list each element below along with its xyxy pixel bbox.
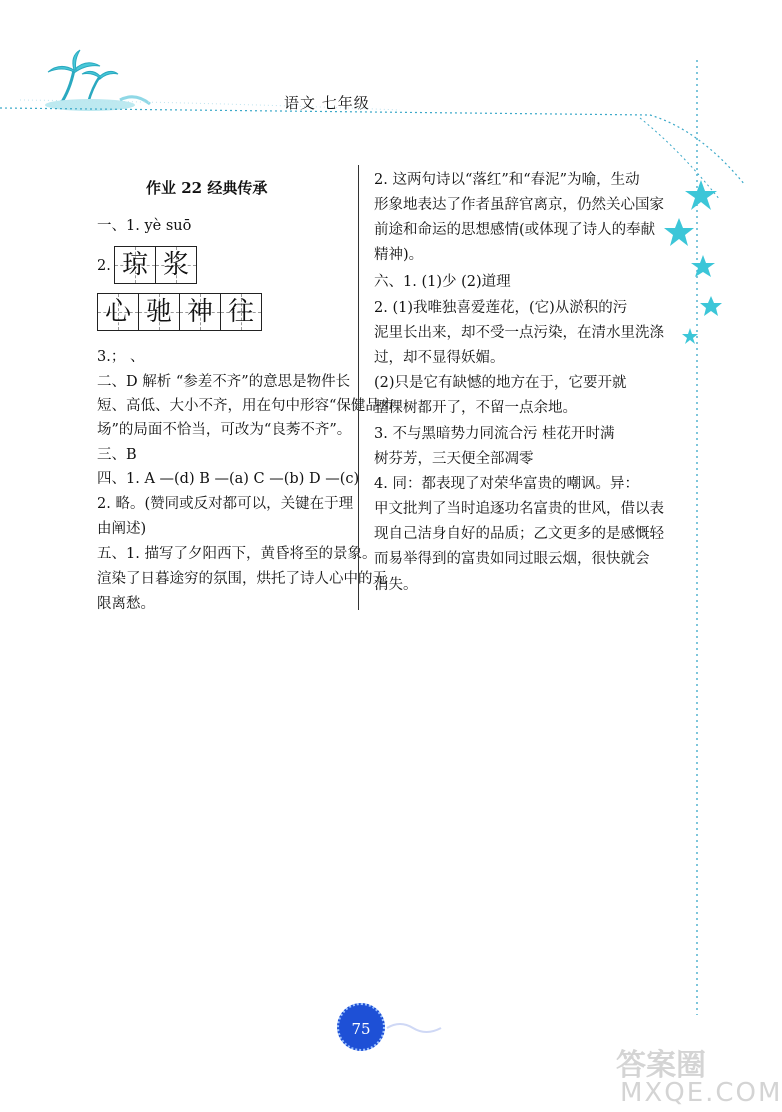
star-icon bbox=[691, 255, 715, 277]
char-grid-row2 bbox=[97, 293, 262, 331]
right-line: 现自己洁身自好的品质；乙文更多的是感慨轻 bbox=[374, 526, 664, 542]
right-line: 过，却不显得妖媚。 bbox=[374, 350, 505, 366]
page-number: 75 bbox=[337, 1003, 385, 1051]
watermark-logo: 答案圈 bbox=[616, 1048, 706, 1083]
grid-cell: 心 bbox=[98, 294, 139, 330]
right-line: 精神)。 bbox=[374, 247, 424, 263]
right-line: 六、1. (1)少 (2)道理 bbox=[374, 274, 511, 290]
right-line: 2. 这两句诗以“落红”和“春泥”为喻，生动 bbox=[374, 172, 640, 188]
left-line: 五、1. 描写了夕阳西下，黄昏将至的景象。 bbox=[97, 546, 377, 562]
right-line: 形象地表达了作者虽辞官离京，仍然关心国家 bbox=[374, 197, 664, 213]
answer-1-2-label: 2. bbox=[97, 258, 111, 274]
left-line: 短、高低、大小不齐，用在句中形容“保健品市 bbox=[97, 398, 395, 414]
left-line: 三、B bbox=[97, 447, 137, 463]
left-line: 场”的局面不恰当，可改为“良莠不齐”。 bbox=[97, 422, 352, 438]
left-line: 限离愁。 bbox=[97, 596, 155, 612]
palm-tree-icon bbox=[45, 50, 150, 111]
left-line: 由阐述) bbox=[97, 521, 147, 537]
right-line: 消失。 bbox=[374, 577, 418, 593]
star-icon bbox=[664, 218, 694, 246]
assignment-title: 作业 22 经典传承 bbox=[146, 179, 268, 197]
star-icon bbox=[685, 180, 717, 210]
star-icon bbox=[700, 296, 722, 316]
footer-decoration bbox=[385, 1018, 445, 1038]
right-line: 整棵树都开了，不留一点余地。 bbox=[374, 400, 577, 416]
left-line: 二、D 解析 “参差不齐”的意思是物件长 bbox=[97, 374, 351, 390]
grid-cell: 浆 bbox=[156, 247, 196, 283]
left-line: 2. 略。(赞同或反对都可以，关键在于理 bbox=[97, 496, 354, 512]
char-grid-row1 bbox=[114, 246, 197, 284]
left-line: 渲染了日暮途穷的氛围，烘托了诗人心中的无 bbox=[97, 571, 387, 587]
star-icon bbox=[682, 328, 698, 344]
grid-cell: 琼 bbox=[115, 247, 156, 283]
right-line: 4. 同：都表现了对荣华富贵的嘲讽。异： bbox=[374, 476, 639, 492]
right-line: 树芬芳，三天便全部凋零 bbox=[374, 451, 534, 467]
header-title: 语文 七年级 bbox=[284, 94, 370, 112]
right-line: 泥里长出来，却不受一点污染，在清水里洗涤 bbox=[374, 325, 664, 341]
answer-1-1: 一、1. yè suō bbox=[97, 218, 192, 234]
grid-cell: 神 bbox=[180, 294, 221, 330]
side-decoration bbox=[660, 40, 750, 1020]
grid-cell: 驰 bbox=[139, 294, 180, 330]
right-line: 2. (1)我唯独喜爱莲花，(它)从淤积的污 bbox=[374, 300, 628, 316]
right-line: 甲文批判了当时追逐功名富贵的世风，借以表 bbox=[374, 501, 664, 517]
right-line: 而易举得到的富贵如同过眼云烟，很快就会 bbox=[374, 551, 650, 567]
left-line: 四、1. A —(d) B —(a) C —(b) D —(c) bbox=[97, 471, 360, 487]
right-line: 3. 不与黑暗势力同流合污 桂花开时满 bbox=[374, 426, 615, 442]
watermark-url: MXQE.COM bbox=[620, 1078, 782, 1108]
grid-cell: 往 bbox=[221, 294, 261, 330]
right-line: 前途和命运的思想感情(或体现了诗人的奉献 bbox=[374, 222, 656, 238]
right-line: (2)只是它有缺憾的地方在于，它要开就 bbox=[374, 375, 627, 391]
answer-1-3: 3.； 、 bbox=[97, 349, 145, 365]
column-divider bbox=[358, 165, 359, 610]
